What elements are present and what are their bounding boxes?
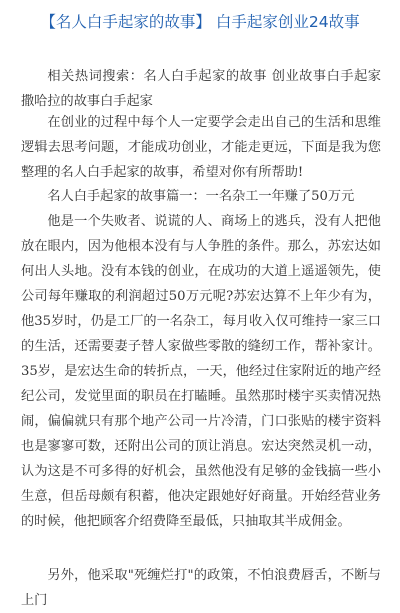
related-keywords: 相关热词搜索：名人白手起家的故事 创业故事白手起家 撒哈拉的故事白手起家 bbox=[21, 69, 381, 109]
story-heading: 名人白手起家的故事篇一：一名杂工一年赚了50万元 bbox=[47, 189, 355, 204]
intro-paragraph: 在创业的过程中每个人一定要学会走出自己的生活和思维逻辑去思考问题，才能成功创业，才能走更远，下面是我为您整理的名人白手起家的故事，希望对你有所帮助! bbox=[21, 115, 381, 180]
story-paragraph-2: 另外，他采取"死缠烂打"的政策，不怕浪费唇舌，不断与上门 bbox=[21, 568, 381, 608]
story-paragraph-1: 他是一个失败者、说谎的人、商场上的逃兵，没有人把他放在眼内，因为他根本没有与人争胜的条件。那么，苏宏达如何出人头地。没有本钱的创业，在成功的大道上遥遥领先，使公司每年赚取的利润超过50万元呢?苏宏达算不上年少有为，他35岁时，仍是工厂的一名杂工，每月收入仅可维持一家三口的生活，还需要妻子替人家做些零散的缝纫工作，帮补家计。35岁，是宏达生命的转折点，一天，他经过住家附近的地产经纪公司，发觉里面的职员在打瞌睡。虽然那时楼宇买卖情况热闹，偏偏就只有那个地产公司一片冷清，门口张贴的楼宇资料也是寥寥可数，还附出公司的顶让消息。宏达突然灵机一动，认为这是不可多得的好机会，虽然他没有足够的金钱搞一些小生意，但岳母颇有积蓄，他决定跟她好好商量。开始经营业务的时候，他把顾客介绍费降至最低，只抽取其半成佣金。 bbox=[21, 214, 381, 529]
document-title: 【名人白手起家的故事】 白手起家创业24故事 bbox=[40, 13, 360, 31]
